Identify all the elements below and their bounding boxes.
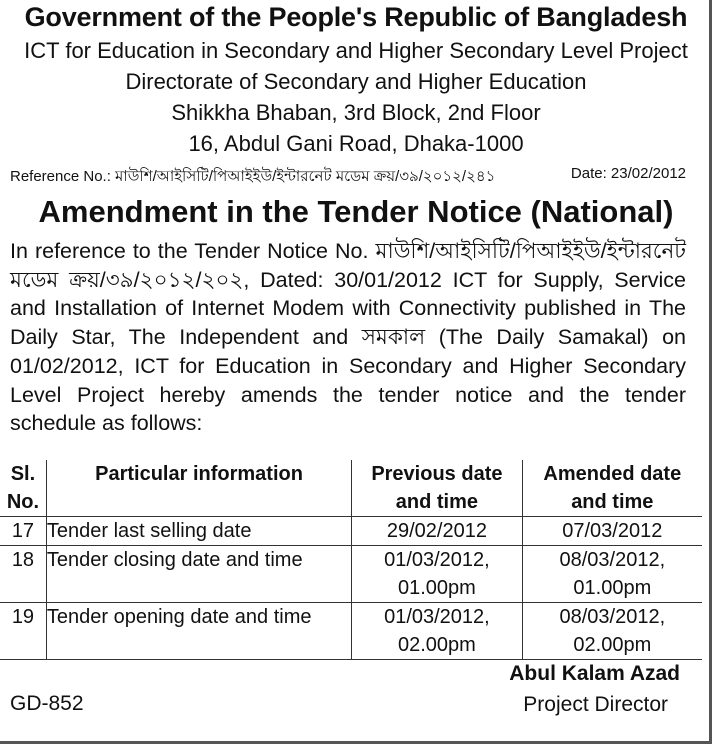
row-sl: 18 xyxy=(0,546,46,603)
row-amended: 08/03/2012, 01.00pm xyxy=(522,546,702,603)
reference-number: Reference No.: মাউশি/আইসিটি/পিআইইউ/ইন্টারনেট মডেম ক্রয়/৩৯/২০১২/২৪১ xyxy=(10,168,496,185)
gd-code: GD-852 xyxy=(10,692,84,715)
intro-paragraph: In reference to the Tender Notice No. মাউশি/আইসিটি/পিআইইউ/ইন্টারনেট মডেম ক্রয়/৩৯/২০১২/২০২, Dated: 30/01/2012 ICT for Supply, Service and Installation of Internet Modem with Connectivity published in The Daily Star, The Independent and সমকাল (The Daily Samakal) on 01/02/2012, ICT for Education in Secondary and Higher Secondary Level Project hereby amends the tender notice and the tender schedule as follows: xyxy=(10,239,686,436)
notice-date: Date: 23/02/2012 xyxy=(570,165,686,182)
table-row xyxy=(0,603,702,660)
row-particular: Tender opening date and time xyxy=(46,603,351,660)
header-sl: Sl. No. xyxy=(0,460,46,517)
signatory-title: Project Director xyxy=(523,693,668,716)
address-road: 16, Abdul Gani Road, Dhaka-1000 xyxy=(188,131,524,156)
row-previous: 01/03/2012, 01.00pm xyxy=(352,546,522,603)
project-name: ICT for Education in Secondary and Higher Secondary Level Project xyxy=(24,38,688,63)
government-name: Government of the People's Republic of Bangladesh xyxy=(24,2,688,32)
table-header-row xyxy=(0,460,702,517)
signatory-name: Abul Kalam Azad xyxy=(509,662,680,685)
header-amended: Amended date and time xyxy=(522,460,702,517)
row-particular: Tender closing date and time xyxy=(46,546,351,603)
header-particular: Particular information xyxy=(46,460,351,517)
reference-line xyxy=(10,165,686,190)
row-sl: 17 xyxy=(0,517,46,546)
address-building: Shikkha Bhaban, 3rd Block, 2nd Floor xyxy=(171,100,541,125)
directorate-name: Directorate of Secondary and Higher Education xyxy=(125,69,587,94)
row-sl: 19 xyxy=(0,603,46,660)
header-previous: Previous date and time xyxy=(352,460,522,517)
row-previous: 29/02/2012 xyxy=(352,517,522,546)
row-amended: 08/03/2012, 02.00pm xyxy=(522,603,702,660)
table-row xyxy=(0,546,702,603)
row-particular: Tender last selling date xyxy=(46,517,351,546)
row-amended: 07/03/2012 xyxy=(522,517,702,546)
amendment-table xyxy=(0,460,702,660)
notice-title: Amendment in the Tender Notice (National) xyxy=(38,194,674,229)
table-row xyxy=(0,517,702,546)
row-previous: 01/03/2012, 02.00pm xyxy=(352,603,522,660)
